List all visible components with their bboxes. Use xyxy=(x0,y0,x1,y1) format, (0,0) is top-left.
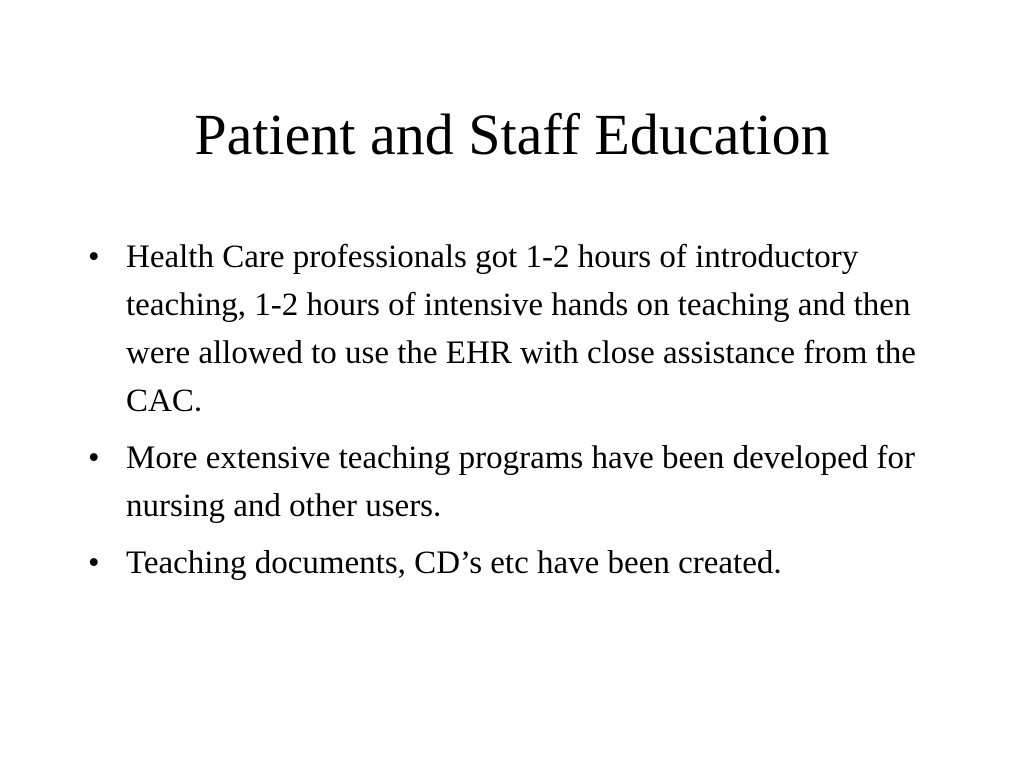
bullet-item xyxy=(88,539,948,587)
bullet-item xyxy=(88,434,948,530)
bullet-marker-icon: • xyxy=(88,239,100,275)
bullet-text: Teaching documents, CD’s etc have been created. xyxy=(126,545,782,581)
bullet-list xyxy=(88,233,948,596)
bullet-text: Health Care professionals got 1-2 hours of introductory teaching, 1-2 hours of intensive hands on teaching and then were allowed to use the EHR with close assistance from the CAC. xyxy=(126,239,916,419)
bullet-marker-icon: • xyxy=(88,440,100,476)
bullet-text: More extensive teaching programs have been developed for nursing and other users. xyxy=(126,440,915,524)
slide-title: Patient and Staff Education xyxy=(194,102,830,167)
bullet-marker-icon: • xyxy=(88,545,100,581)
bullet-item xyxy=(88,233,948,425)
